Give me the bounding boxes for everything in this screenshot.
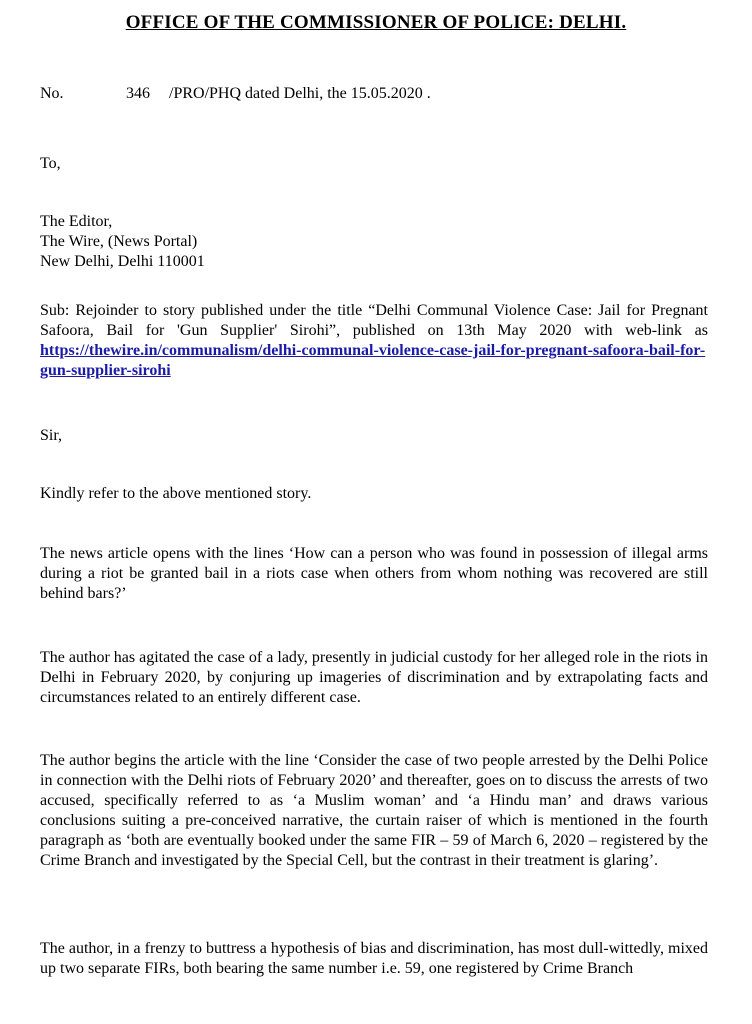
- article-web-link[interactable]: https://thewire.in/communalism/delhi-communal-violence-case-jail-for-pregnant-safoora-bail-for-gun-supplier-sirohi: [40, 342, 706, 379]
- body-paragraph-3: The author has agitated the case of a lady, presently in judicial custody for her alleged role in the riots in Delhi in February 2020, by conjuring up imageries of discrimination and by extrapolating facts and circumstances related to an entirely different case.: [40, 649, 708, 706]
- reference-number: 346: [126, 85, 150, 102]
- subject-paragraph: [40, 301, 708, 381]
- to-line: To,: [40, 155, 61, 172]
- salutation: Sir,: [40, 427, 63, 444]
- body-paragraph-4: The author begins the article with the line ‘Consider the case of two people arrested by the Delhi Police in connection with the Delhi riots of February 2020’ and thereafter, goes on to discuss the arrests of two accused, specifically referred to as ‘a Muslim woman’ and ‘a Hindu man’ and draws various conclusions suiting a pre-conceived narrative, the curtain raiser of which is mentioned in the fourth paragraph as ‘both are eventually booked under the same FIR – 59 of March 6, 2020 – registered by the Crime Branch and investigated by the Special Cell, but the contrast in their treatment is glaring’.: [40, 752, 708, 869]
- office-title: OFFICE OF THE COMMISSIONER OF POLICE: DELHI.: [125, 12, 627, 33]
- address-line: The Wire, (News Portal): [40, 233, 198, 250]
- subject-text: Sub: Rejoinder to story published under the title “Delhi Communal Violence Case: Jail for Pregnant Safoora, Bail for 'Gun Supplier' Sirohi”, published on 13th May 2020 with web-link as: [40, 302, 708, 339]
- address-line: The Editor,: [40, 213, 113, 230]
- reference-details: /PRO/PHQ dated Delhi, the 15.05.2020 .: [169, 85, 431, 102]
- body-paragraph-5: The author, in a frenzy to buttress a hypothesis of bias and discrimination, has most dull-wittedly, mixed up two separate FIRs, both bearing the same number i.e. 59, one registered by Crime Branch: [40, 940, 708, 977]
- body-paragraph-2: The news article opens with the lines ‘How can a person who was found in possession of illegal arms during a riot be granted bail in a riots case when others from whom nothing was recovered are still behind bars?’: [40, 545, 708, 602]
- address-line: New Delhi, Delhi 110001: [40, 253, 205, 270]
- reference-no-label: No.: [40, 85, 64, 102]
- address-block: [40, 212, 708, 272]
- body-paragraph-1: Kindly refer to the above mentioned story.: [40, 485, 312, 502]
